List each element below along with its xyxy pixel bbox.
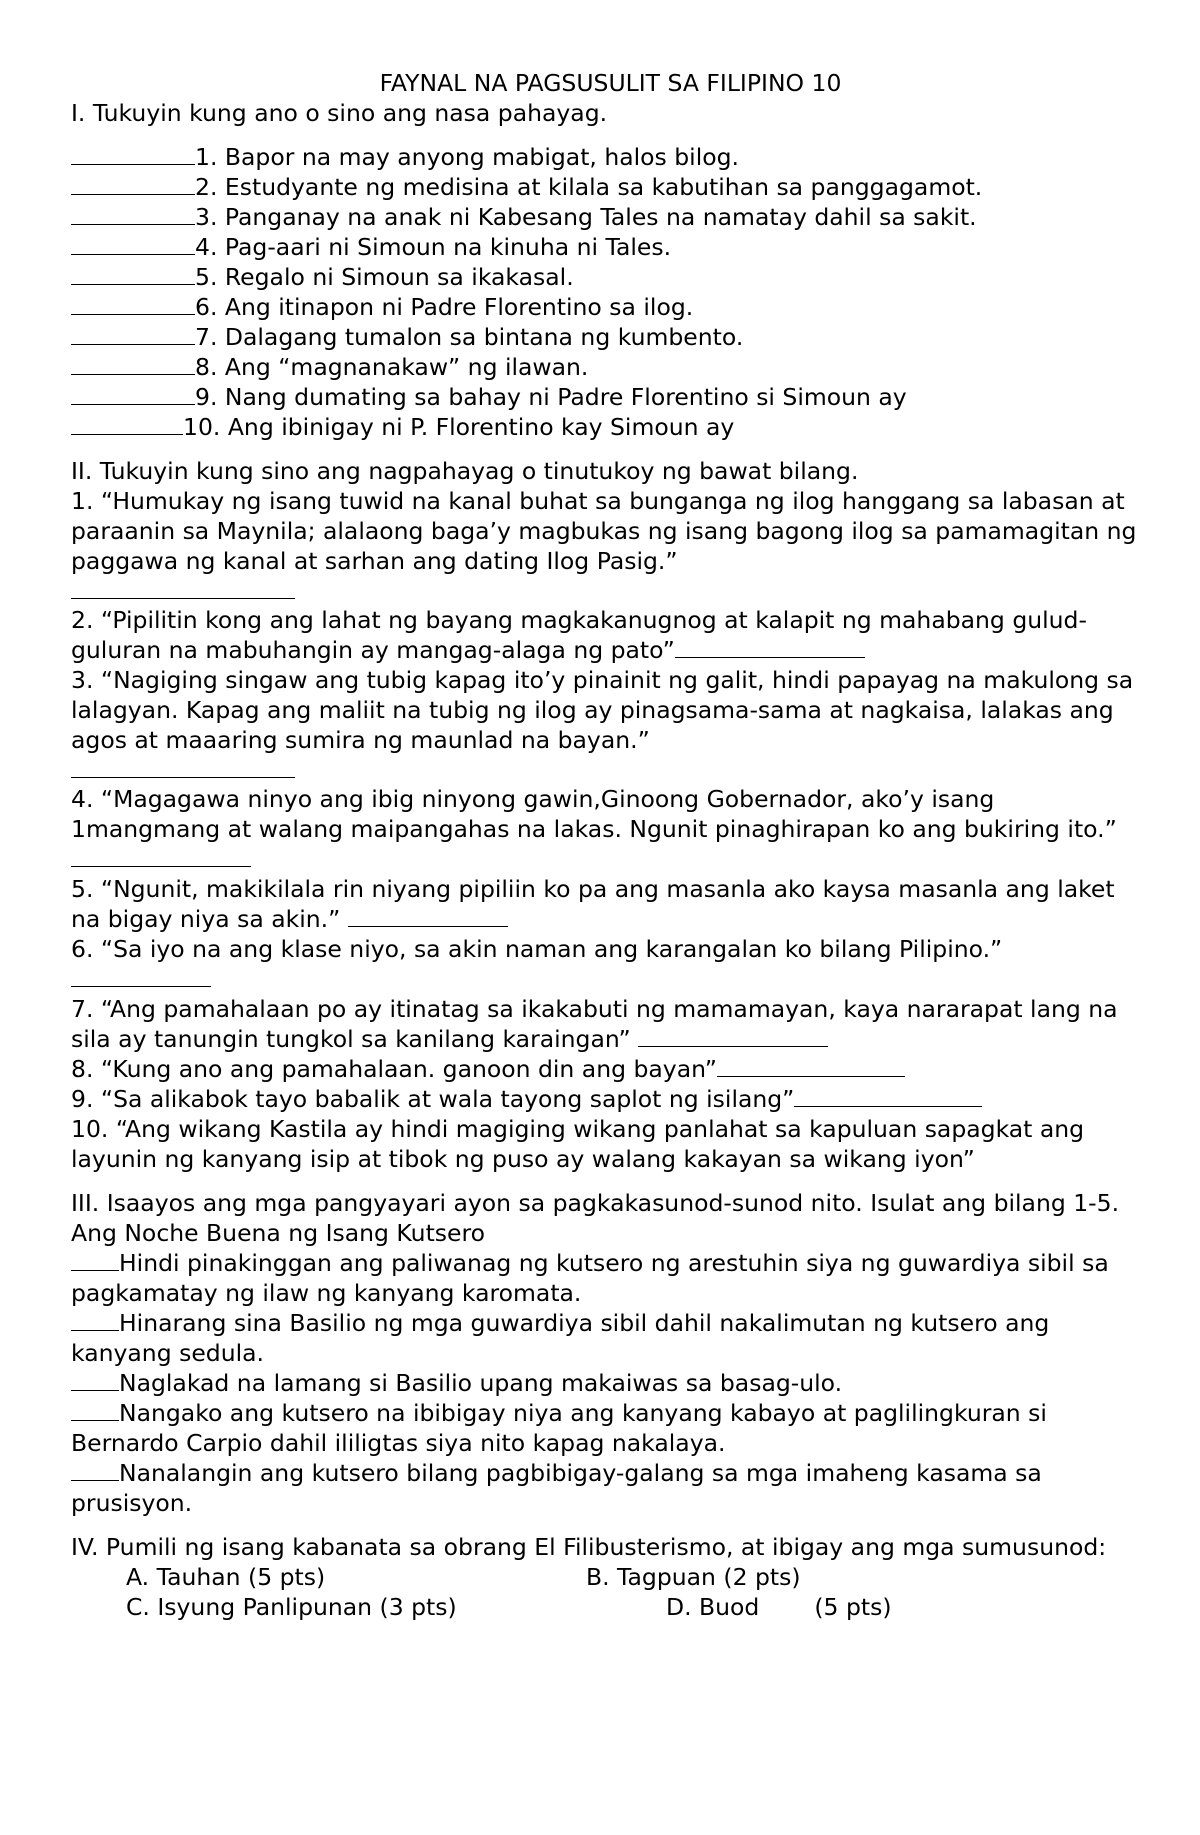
- list-item: Nangako ang kutsero na ibibigay niya ang kanyang kabayo at paglilingkuran si Bernardo Carpio dahil ililigtas siya nito kapag nakalaya.: [71, 1399, 1047, 1457]
- answer-blank[interactable]: [71, 412, 183, 435]
- criteria-row: [71, 1562, 1140, 1592]
- answer-blank[interactable]: [71, 322, 195, 345]
- quote-item: 9. “Sa alikabok tayo babalik at wala tayong saplot ng isilang”: [71, 1084, 1140, 1114]
- quote-item: 4. “Magagawa ninyo ang ibig ninyong gawin,Ginoong Gobernador, ako’y isang 1mangmang at walang maipangahas na lakas. Ngunit pinaghirapan ko ang bukiring ito.”: [71, 784, 1140, 874]
- quote-item: 5. “Ngunit, makikilala rin niyang pipiliin ko pa ang masanla ako kaysa masanla ang laket na bigay niya sa akin.”: [71, 875, 1115, 933]
- answer-blank[interactable]: [717, 1054, 905, 1077]
- part3-heading: III. Isaayos ang mga pangyayari ayon sa pagkakasunod-sunod nito. Isulat ang bilang 1-5.: [71, 1189, 1120, 1217]
- exam-title: FAYNAL NA PAGSUSULIT SA FILIPINO 10: [379, 69, 842, 97]
- quote-item: 3. “Nagiging singaw ang tubig kapag ito’y pinainit ng galit, hindi papayag na makulong sa lalagyan. Kapag ang maliit na tubig ng ilog ay pinagsama-sama at nagkaisa, lalakas ang agos at maaaring sumira ng maunlad na bayan.”: [71, 666, 1134, 754]
- quote-item: 8. “Kung ano ang pamahalaan. ganoon din ang bayan”: [71, 1054, 1140, 1084]
- criterion-c: C. Isyung Panlipunan (3 pts): [126, 1593, 457, 1621]
- answer-blank[interactable]: [71, 232, 195, 255]
- criteria-row: [71, 1592, 1140, 1622]
- part4-heading: IV. Pumili ng isang kabanata sa obrang El Filibusterismo, at ibigay ang mga sumusunod:: [71, 1533, 1107, 1561]
- criterion-d: D. Buod (5 pts): [666, 1593, 892, 1621]
- list-item: 4. Pag-aari ni Simoun na kinuha ni Tales.: [71, 232, 1140, 262]
- answer-blank[interactable]: [71, 262, 195, 285]
- answer-blank[interactable]: [71, 576, 295, 599]
- part2-heading: II. Tukuyin kung sino ang nagpahayag o tinutukoy ng bawat bilang.: [71, 457, 859, 485]
- quote-item: 10. “Ang wikang Kastila ay hindi magiging wikang panlahat sa kapuluan sapagkat ang layunin ng kanyang isip at tibok ng puso ay walang kakayan sa wikang iyon”: [71, 1115, 1085, 1173]
- list-item: Nanalangin ang kutsero bilang pagbibigay-galang sa mga imaheng kasama sa prusisyon.: [71, 1459, 1042, 1517]
- criterion-a: A. Tauhan (5 pts): [126, 1563, 326, 1591]
- list-item: 10. Ang ibinigay ni P. Florentino kay Simoun ay: [71, 412, 1140, 442]
- part4-section: [71, 1532, 1140, 1622]
- story-title: Ang Noche Buena ng Isang Kutsero: [71, 1219, 486, 1247]
- answer-blank[interactable]: [71, 1458, 119, 1481]
- list-item: Hindi pinakinggan ang paliwanag ng kutsero ng arestuhin siya ng guwardiya sibil sa pagkamatay ng ilaw ng kanyang karomata.: [71, 1249, 1109, 1307]
- answer-blank[interactable]: [71, 1398, 119, 1421]
- quote-item: 1. “Humukay ng isang tuwid na kanal buhat sa bunganga ng ilog hanggang sa labasan at paraanin sa Maynila; alalaong baga’y magbukas ng isang bagong ilog sa pamamagitan ng paggawa ng kanal at sarhan ang dating Ilog Pasig.”: [71, 487, 1137, 575]
- part1-heading: I. Tukuyin kung ano o sino ang nasa pahayag.: [71, 99, 608, 127]
- quote-item: 2. “Pipilitin kong ang lahat ng bayang magkakanugnog at kalapit ng mahabang gulud-guluran na mabuhangin ay mangag-alaga ng pato”: [71, 606, 1087, 664]
- part3-section: [71, 1188, 1140, 1518]
- quote-item: 7. “Ang pamahalaan po ay itinatag sa ikakabuti ng mamamayan, kaya nararapat lang na sila ay tanungin tungkol sa kanilang karaingan”: [71, 995, 1118, 1053]
- part1-list: [71, 142, 1140, 442]
- list-item: Hinarang sina Basilio ng mga guwardiya sibil dahil nakalimutan ng kutsero ang kanyang sedula.: [71, 1309, 1050, 1367]
- quote-item: 6. “Sa iyo na ang klase niyo, sa akin naman ang karangalan ko bilang Pilipino.”: [71, 934, 1140, 994]
- answer-blank[interactable]: [675, 635, 865, 658]
- list-item: 3. Panganay na anak ni Kabesang Tales na namatay dahil sa sakit.: [71, 202, 1140, 232]
- answer-blank[interactable]: [71, 964, 211, 987]
- answer-blank[interactable]: [71, 382, 195, 405]
- answer-blank[interactable]: [71, 1368, 119, 1391]
- answer-blank[interactable]: [71, 844, 251, 867]
- answer-blank[interactable]: [71, 1308, 119, 1331]
- list-item: 6. Ang itinapon ni Padre Florentino sa ilog.: [71, 292, 1140, 322]
- part2-section: [71, 456, 1140, 1174]
- criterion-b: B. Tagpuan (2 pts): [586, 1563, 801, 1591]
- answer-blank[interactable]: [71, 292, 195, 315]
- answer-blank[interactable]: [71, 1248, 119, 1271]
- answer-blank[interactable]: [71, 142, 195, 165]
- list-item: 2. Estudyante ng medisina at kilala sa kabutihan sa panggagamot.: [71, 172, 1140, 202]
- answer-blank[interactable]: [71, 352, 195, 375]
- answer-blank[interactable]: [348, 904, 508, 927]
- answer-blank[interactable]: [71, 172, 195, 195]
- list-item: 1. Bapor na may anyong mabigat, halos bilog.: [71, 142, 1140, 172]
- answer-blank[interactable]: [638, 1024, 828, 1047]
- list-item: Naglakad na lamang si Basilio upang makaiwas sa basag-ulo.: [71, 1368, 1140, 1398]
- answer-blank[interactable]: [71, 202, 195, 225]
- list-item: 9. Nang dumating sa bahay ni Padre Florentino si Simoun ay: [71, 382, 1140, 412]
- list-item: 8. Ang “magnanakaw” ng ilawan.: [71, 352, 1140, 382]
- answer-blank[interactable]: [794, 1084, 982, 1107]
- answer-blank[interactable]: [71, 755, 295, 778]
- list-item: 5. Regalo ni Simoun sa ikakasal.: [71, 262, 1140, 292]
- list-item: 7. Dalagang tumalon sa bintana ng kumbento.: [71, 322, 1140, 352]
